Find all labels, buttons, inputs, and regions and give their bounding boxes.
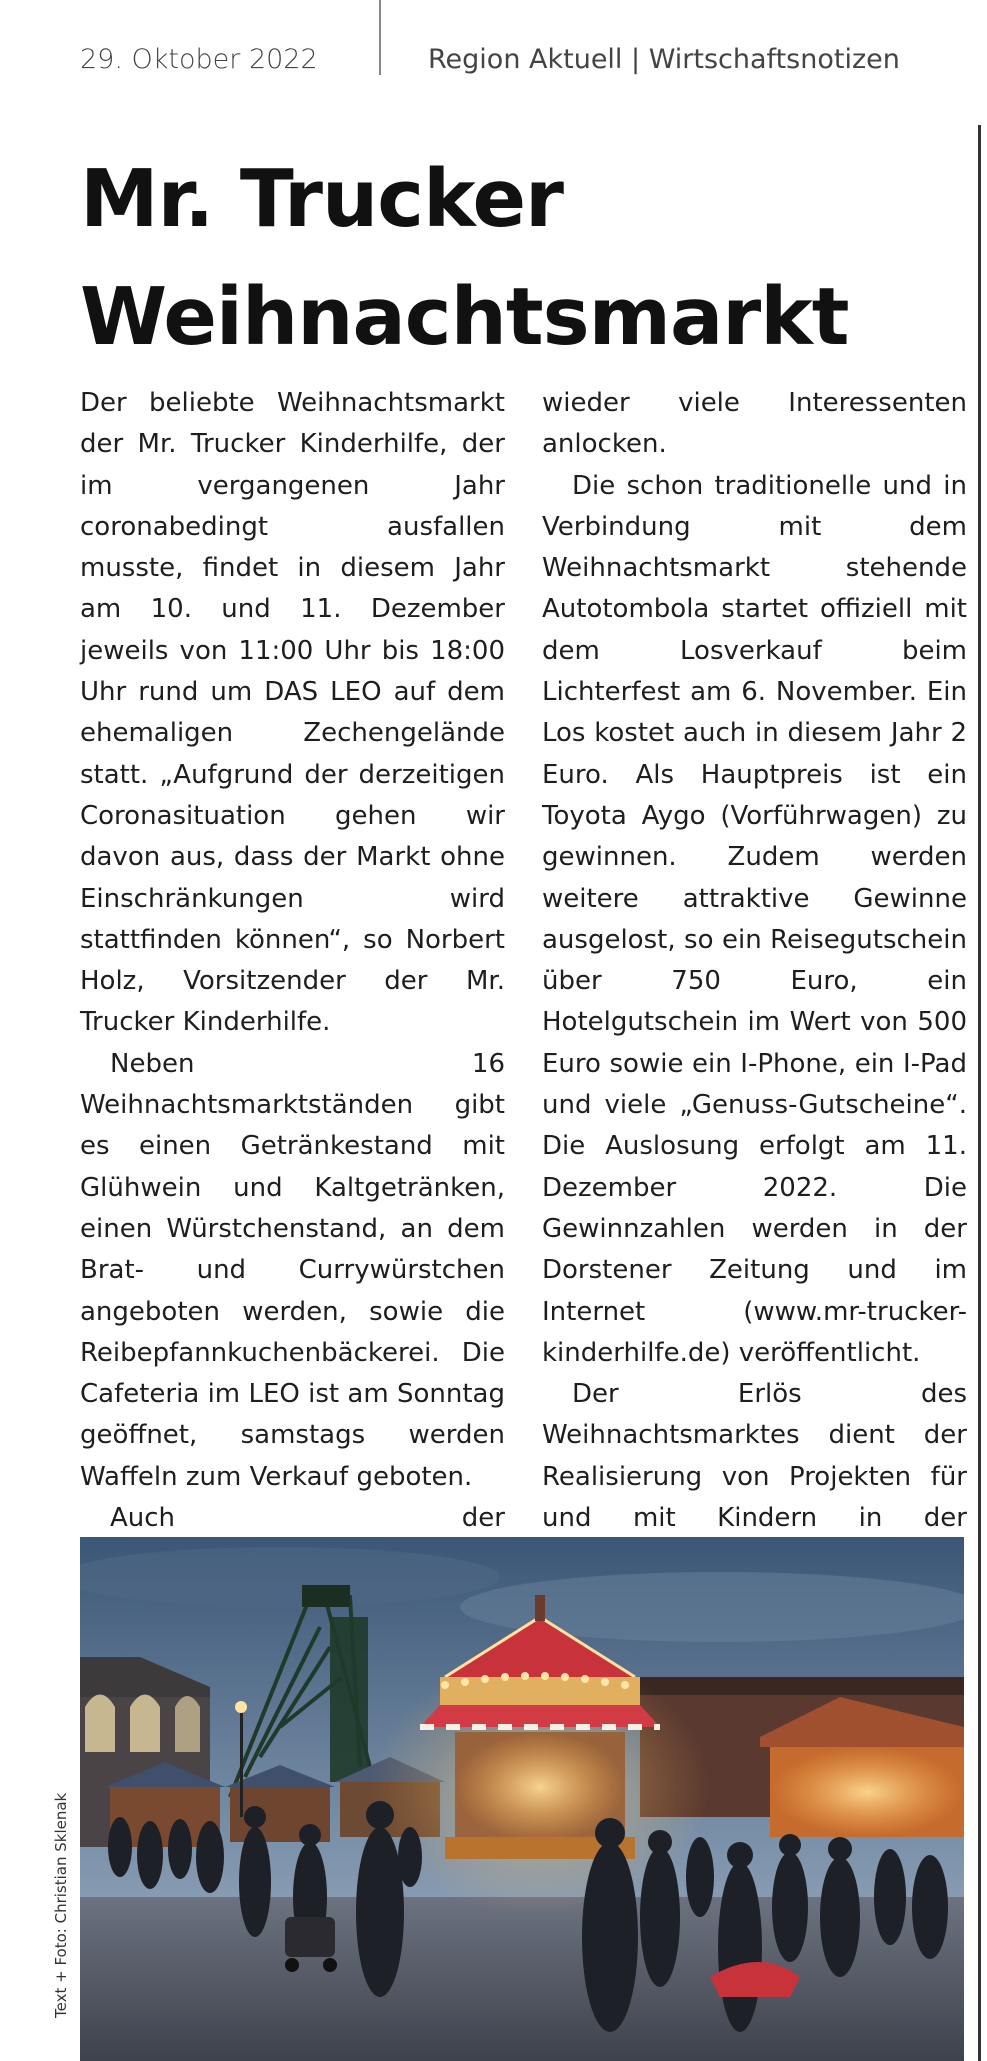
christmas-market-illustration: [80, 1537, 964, 2061]
paragraph: Die schon traditionelle und in Verbindung mit dem Weihnachtsmarkt stehende Autotombola startet offiziell mit dem Losverkauf beim Lichterfest am 6. November. Ein Los kostet auch in diesem Jahr 2 Euro. Als Hauptpreis ist ein Toyota Aygo (Vorführwagen) zu gewinnen. Zudem werden weitere attraktive Gewinne ausgelost, so ein Reisegutschein über 750 Euro, ein Hotelgutschein im Wert von 500 Euro sowie ein I-Phone, ein I-Pad und viele „Genuss-Gutscheine“. Die Auslosung erfolgt am 11. Dezember 2022. Die Gewinnzahlen werden in der Dorstener Zeitung und im Internet (www.mr-trucker-kinderhilfe.de) veröffentlicht.: [542, 470, 967, 1368]
issue-date: 29. Oktober 2022: [80, 44, 318, 75]
page-header: [0, 0, 987, 95]
article-column-right: [542, 383, 967, 1581]
page-border: [978, 125, 981, 2061]
title-line-1: Mr. Trucker: [80, 153, 564, 245]
article-title: [80, 140, 960, 376]
article-column-left: [80, 383, 505, 1622]
paragraph: Auch der: [110, 1503, 505, 1534]
paragraph: Der beliebte Weihnachtsmarkt der Mr. Trucker Kinderhilfe, der im vergangenen Jahr coronabedingt ausfallen musste, findet in diesem Jahr am 10. und 11. Dezember jeweils von 11:00 Uhr bis 18:00 Uhr rund um DAS LEO auf dem ehemaligen Zechengelände statt. „Aufgrund der derzeitigen Coronasituation gehen wir davon aus, dass der Markt ohne Einschränkungen wird stattfinden können“, so Norbert Holz, Vorsitzender der Mr. Trucker Kinderhilfe.: [80, 388, 505, 1038]
title-line-2: Weihnachtsmarkt: [80, 271, 849, 363]
paragraph: Der Erlös des Weihnachtsmarktes dient der Realisierung von Projekten für und mit Kindern in der: [542, 1379, 967, 1534]
market-photo: [80, 1537, 964, 2061]
header-divider: [379, 0, 381, 75]
paragraph: wieder viele Interessenten anlocken.: [542, 388, 967, 460]
photo-credit: Text + Foto: Christian Sklenak: [52, 1792, 70, 2018]
section-label: Region Aktuell | Wirtschaftsnotizen: [428, 44, 900, 75]
paragraph: Neben 16 Weihnachtsmarktständen gibt es einen Getränkestand mit Glühwein und Kaltgetränken, einen Würstchenstand, an dem Brat- und Currywürstchen angeboten werden, sowie die Reibepfannkuchenbäckerei. Die Cafeteria im LEO ist am Sonntag geöffnet, samstags werden Waffeln zum Verkauf geboten.: [80, 1048, 505, 1492]
